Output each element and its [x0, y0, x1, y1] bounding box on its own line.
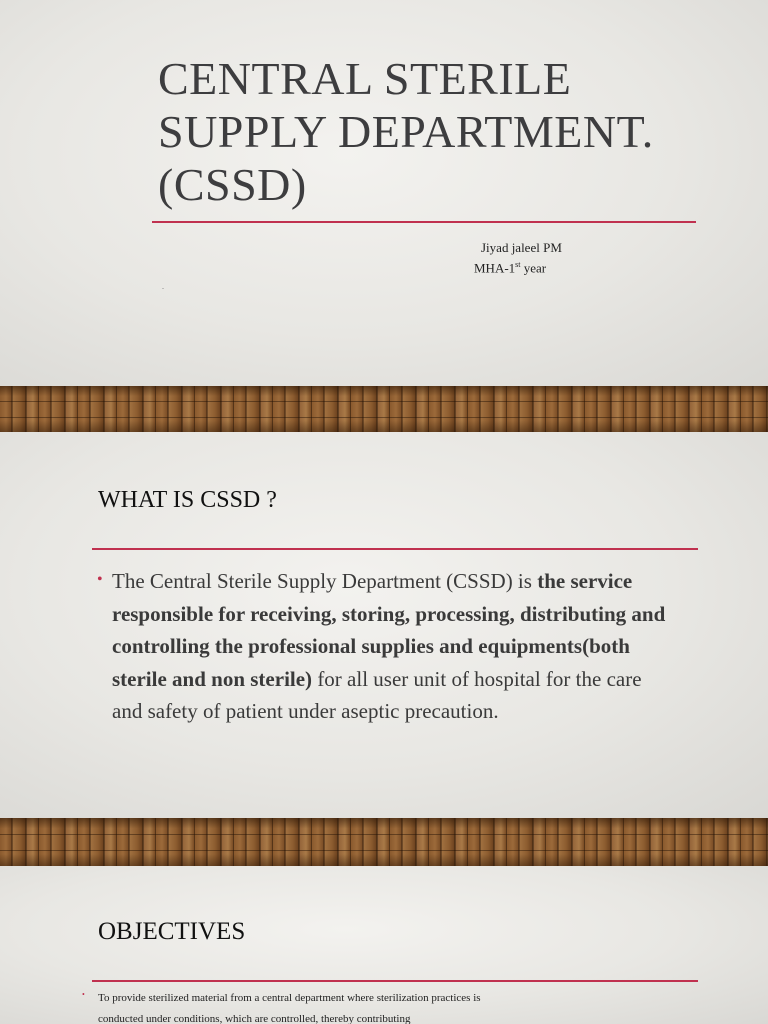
- author-name: Jiyad jaleel PM: [481, 240, 562, 255]
- definition-paragraph: [112, 565, 672, 728]
- course-prefix: MHA-1: [474, 260, 516, 276]
- definition-slide: [0, 432, 768, 818]
- objectives-slide: [0, 866, 768, 1024]
- title-slide: [0, 0, 768, 386]
- wood-floor-divider: [0, 386, 768, 432]
- title-divider: [152, 221, 696, 223]
- course-superscript: st: [515, 260, 521, 269]
- slide-heading: WHAT IS CSSD ?: [98, 487, 277, 513]
- course-suffix: year: [520, 260, 547, 276]
- slide-heading: OBJECTIVES: [98, 918, 246, 945]
- heading-divider: [92, 980, 698, 982]
- definition-intro: The Central Sterile Supply Department (CSSD) is: [112, 569, 538, 593]
- objective-item: To provide sterilized material from a central department where sterilization practices is conducted under conditions, which are controlled, thereby contributing: [98, 992, 481, 1024]
- presentation-title: CENTRAL STERILE SUPPLY DEPARTMENT. (CSSD): [158, 53, 654, 210]
- definition-emphasis: the service responsible for receiving, storing, processing, distributing and controlling the professional supplies and equipments(both sterile and non sterile): [112, 569, 666, 691]
- definition-outro: for all user unit of hospital for the care and safety of patient under aseptic precaution.: [112, 666, 642, 723]
- course-label: [474, 260, 546, 276]
- heading-divider: [92, 548, 698, 550]
- bullet-icon: •: [97, 571, 103, 588]
- stray-mark: .: [162, 282, 164, 291]
- bullet-icon: •: [82, 990, 85, 999]
- wood-floor-divider: [0, 818, 768, 866]
